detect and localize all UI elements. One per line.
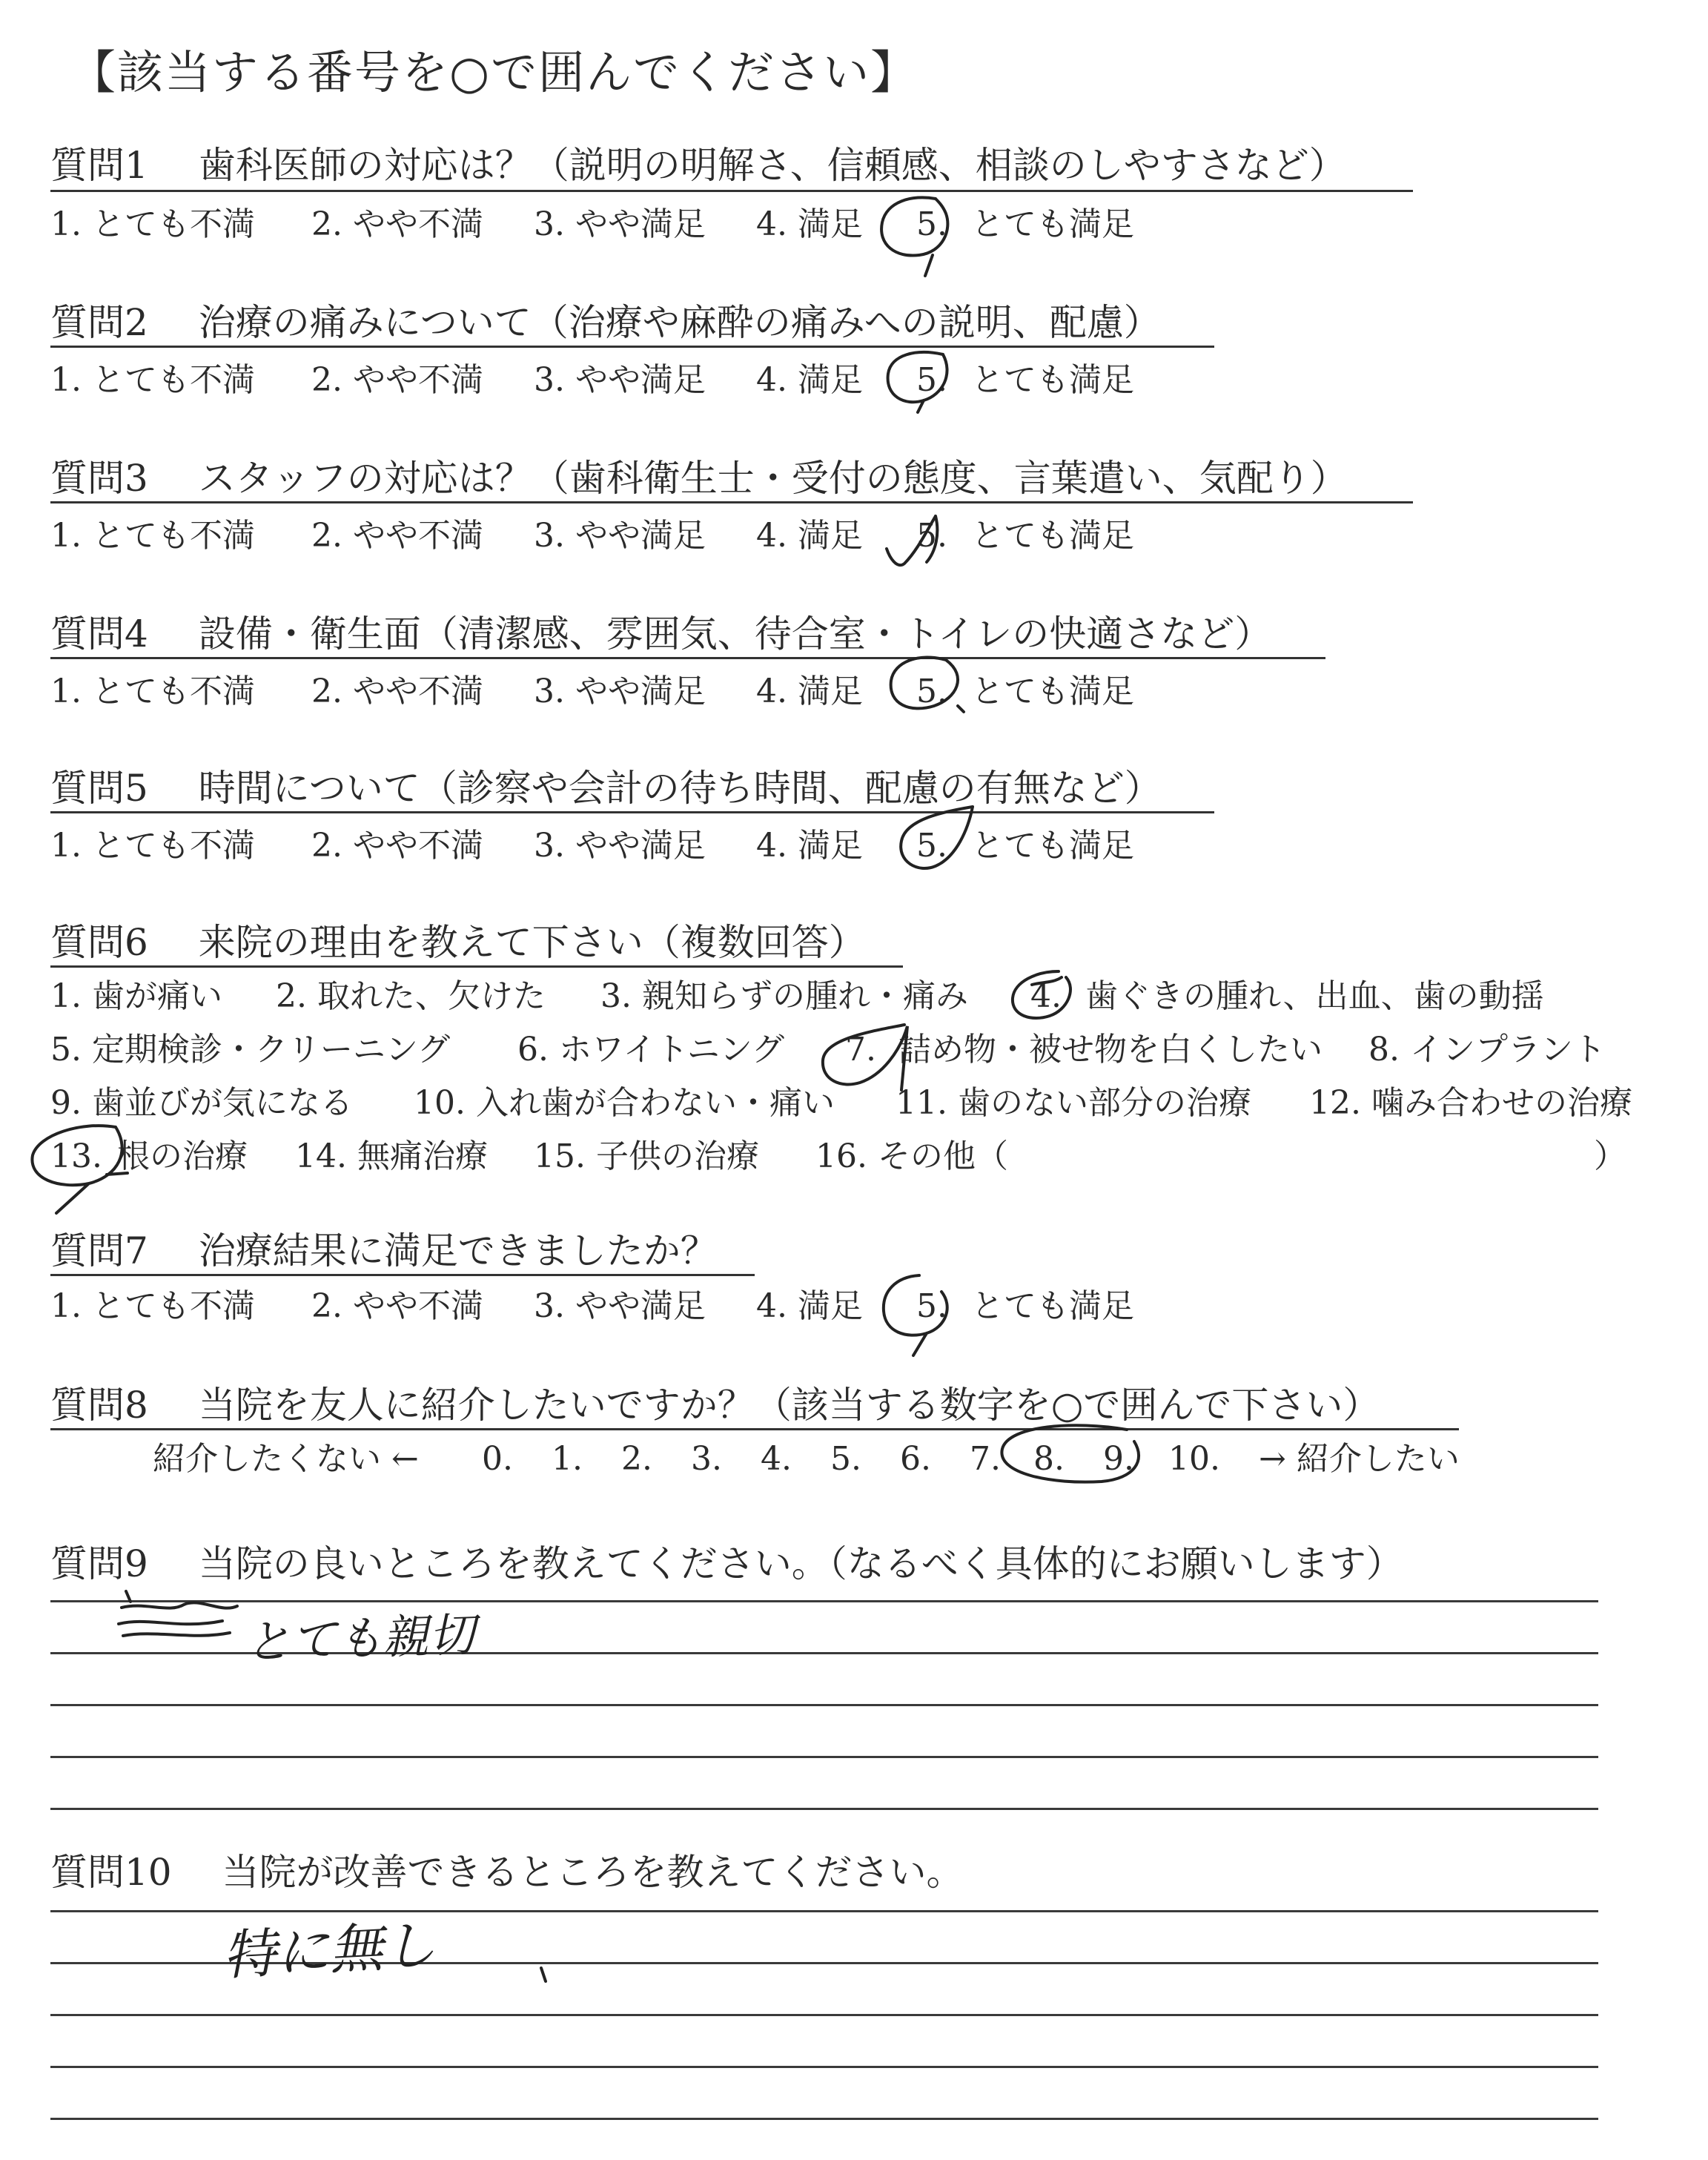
option-2[interactable]: 2. やや不満 <box>311 827 483 865</box>
option-5-label: とても満足 <box>971 1287 1134 1325</box>
option-2[interactable]: 2. やや不満 <box>311 517 483 555</box>
scale-0[interactable]: 0. <box>482 1440 513 1478</box>
reason-option[interactable]: 1. 歯が痛い <box>50 977 222 1015</box>
reason-option[interactable]: 11. 歯のない部分の治療 <box>896 1084 1251 1122</box>
reason-option[interactable]: 12. 噛み合わせの治療 <box>1309 1084 1632 1122</box>
scale-right-label: → 紹介したい <box>1259 1440 1460 1478</box>
question-underline <box>50 657 1325 659</box>
scale-2[interactable]: 2. <box>621 1440 652 1478</box>
question-underline <box>50 1274 755 1276</box>
reason-option-number[interactable]: 4. <box>1030 977 1062 1015</box>
option-5[interactable]: 5. <box>916 827 947 865</box>
question-number: 質問1 <box>50 144 148 187</box>
question-underline <box>50 811 1214 813</box>
scale-4[interactable]: 4. <box>761 1440 792 1478</box>
reason-option-other-close: ） <box>1594 1137 1626 1175</box>
reason-option-label: 歯ぐきの腫れ、出血、歯の動揺 <box>1085 977 1544 1015</box>
question-10 <box>50 1851 964 1894</box>
option-4[interactable]: 4. 満足 <box>756 673 863 710</box>
option-5-label: とても満足 <box>971 517 1134 555</box>
reason-option[interactable]: 2. 取れた、欠けた <box>276 977 546 1015</box>
question-number: 質問6 <box>50 921 148 964</box>
form-title: 【該当する番号を○で囲んでください】 <box>70 45 918 99</box>
question-number: 質問2 <box>50 301 148 344</box>
option-3[interactable]: 3. やや満足 <box>534 673 706 710</box>
reason-option[interactable]: 15. 子供の治療 <box>534 1137 759 1175</box>
option-1[interactable]: 1. とても不満 <box>50 205 255 243</box>
question-text: スタッフの対応は？（歯科衛生士・受付の態度、言葉遣い、気配り） <box>198 457 1348 500</box>
scale-10[interactable]: 10. <box>1168 1440 1220 1478</box>
question-9 <box>50 1542 1403 1585</box>
question-text: 設備・衛生面（清潔感、雰囲気、待合室・トイレの快適さなど） <box>198 612 1272 655</box>
option-1[interactable]: 1. とても不満 <box>50 673 255 710</box>
option-3[interactable]: 3. やや満足 <box>534 517 706 555</box>
answer-line <box>50 2066 1598 2068</box>
option-4[interactable]: 4. 満足 <box>756 205 863 243</box>
question-number: 質問3 <box>50 457 148 500</box>
reason-option[interactable]: 14. 無痛治療 <box>295 1137 488 1175</box>
question-3 <box>50 457 1348 500</box>
option-2[interactable]: 2. やや不満 <box>311 205 483 243</box>
reason-option[interactable]: 5. 定期検診・クリーニング <box>50 1031 451 1069</box>
question-text: 歯科医師の対応は？（説明の明解さ、信頼感、相談のしやすさなど） <box>198 144 1346 187</box>
question-4 <box>50 612 1272 655</box>
reason-option[interactable]: 9. 歯並びが気になる <box>50 1084 353 1122</box>
reason-option-other[interactable]: 16. その他（ <box>815 1137 1008 1175</box>
option-5[interactable]: 5. <box>916 205 947 243</box>
question-number: 質問9 <box>50 1542 148 1585</box>
question-8 <box>50 1384 1380 1427</box>
question-number: 質問7 <box>50 1229 148 1272</box>
handwritten-answer-q10[interactable]: 特に無し <box>221 1913 438 1987</box>
option-5[interactable]: 5. <box>916 673 947 710</box>
question-underline <box>50 1428 1459 1430</box>
scale-6[interactable]: 6. <box>900 1440 931 1478</box>
option-5-label: とても満足 <box>971 673 1134 710</box>
option-4[interactable]: 4. 満足 <box>756 517 863 555</box>
option-4[interactable]: 4. 満足 <box>756 827 863 865</box>
question-text: 治療の痛みについて（治療や麻酔の痛みへの説明、配慮） <box>198 301 1161 344</box>
reason-option-number[interactable]: 13. <box>50 1137 102 1175</box>
option-2[interactable]: 2. やや不満 <box>311 1287 483 1325</box>
reason-option[interactable]: 8. インプラント <box>1368 1031 1606 1069</box>
option-5-label: とても満足 <box>971 827 1134 865</box>
option-5[interactable]: 5. <box>916 1287 947 1325</box>
option-3[interactable]: 3. やや満足 <box>534 1287 706 1325</box>
option-1[interactable]: 1. とても不満 <box>50 1287 255 1325</box>
option-4[interactable]: 4. 満足 <box>756 1287 863 1325</box>
question-underline <box>50 190 1413 192</box>
option-2[interactable]: 2. やや不満 <box>311 673 483 710</box>
scribble <box>119 1602 237 1636</box>
scale-9[interactable]: 9. <box>1103 1440 1134 1478</box>
answer-line <box>50 1756 1598 1758</box>
answer-line <box>50 1704 1598 1706</box>
question-number: 質問5 <box>50 767 148 810</box>
scale-3[interactable]: 3. <box>691 1440 722 1478</box>
option-5[interactable]: 5. <box>916 361 947 399</box>
reason-option-number[interactable]: 7. <box>845 1031 876 1069</box>
reason-option[interactable]: 6. ホワイトニング <box>517 1031 785 1069</box>
question-underline <box>50 501 1413 503</box>
option-1[interactable]: 1. とても不満 <box>50 517 255 555</box>
question-number: 質問8 <box>50 1384 148 1427</box>
question-7 <box>50 1229 718 1272</box>
answer-line <box>50 2014 1598 2016</box>
option-3[interactable]: 3. やや満足 <box>534 827 706 865</box>
scale-7[interactable]: 7. <box>970 1440 1001 1478</box>
question-2 <box>50 301 1161 344</box>
question-text: 来院の理由を教えて下さい（複数回答） <box>198 921 866 964</box>
question-6 <box>50 921 866 964</box>
option-3[interactable]: 3. やや満足 <box>534 361 706 399</box>
question-1 <box>50 144 1346 187</box>
reason-option[interactable]: 3. 親知らずの腫れ・痛み <box>600 977 968 1015</box>
question-text: 当院を友人に紹介したいですか？（該当する数字を○で囲んで下さい） <box>198 1384 1380 1427</box>
option-5-label: とても満足 <box>971 205 1134 243</box>
question-5 <box>50 767 1162 810</box>
question-number: 質問4 <box>50 612 148 655</box>
option-1[interactable]: 1. とても不満 <box>50 361 255 399</box>
option-5-label: とても満足 <box>971 361 1134 399</box>
answer-line <box>50 1600 1598 1602</box>
option-1[interactable]: 1. とても不満 <box>50 827 255 865</box>
question-text: 当院の良いところを教えてください。（なるべく具体的にお願いします） <box>198 1542 1403 1585</box>
handwritten-answer-q9[interactable]: とても親切 <box>243 1607 476 1670</box>
option-3[interactable]: 3. やや満足 <box>534 205 706 243</box>
scale-left-label: 紹介したくない ← <box>153 1440 419 1478</box>
question-underline <box>50 346 1214 348</box>
reason-option-label: 詰め物・被せ物を白くしたい <box>898 1031 1323 1069</box>
scale-1[interactable]: 1. <box>552 1440 583 1478</box>
question-text: 当院が改善できるところを教えてください。 <box>222 1851 964 1894</box>
reason-option[interactable]: 10. 入れ歯が合わない・痛い <box>414 1084 835 1122</box>
answer-line <box>50 2118 1598 2120</box>
question-text: 時間について（診察や会計の待ち時間、配慮の有無など） <box>198 767 1162 810</box>
scale-5[interactable]: 5. <box>830 1440 861 1478</box>
question-underline <box>50 965 903 968</box>
option-4[interactable]: 4. 満足 <box>756 361 863 399</box>
question-text: 治療結果に満足できましたか？ <box>198 1229 718 1272</box>
question-number: 質問10 <box>50 1851 172 1894</box>
answer-line <box>50 1808 1598 1810</box>
reason-option-label: 根の治療 <box>117 1137 248 1175</box>
option-5[interactable]: 5. <box>916 517 947 555</box>
pen-mark <box>541 1968 546 1981</box>
option-2[interactable]: 2. やや不満 <box>311 361 483 399</box>
scale-8[interactable]: 8. <box>1033 1440 1065 1478</box>
